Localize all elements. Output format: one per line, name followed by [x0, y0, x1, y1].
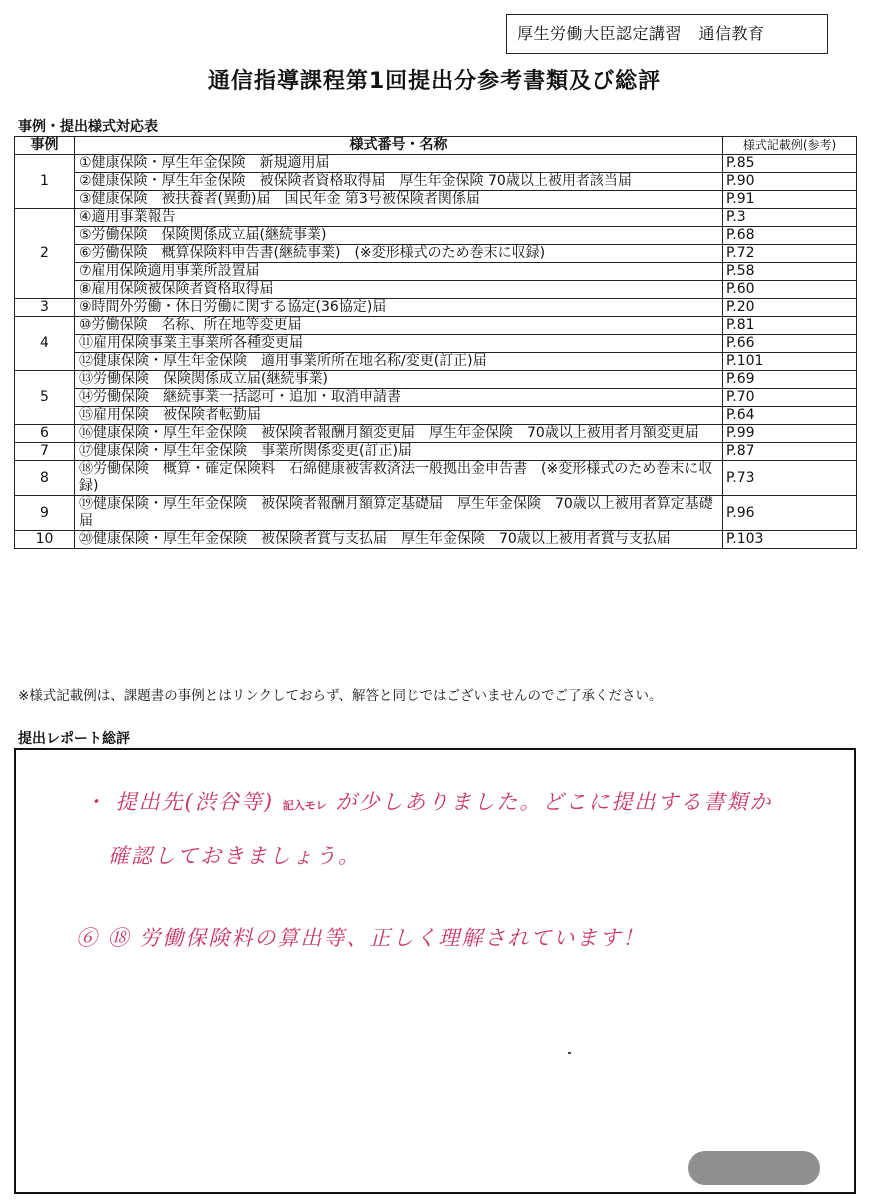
case-number-cell: 7 — [15, 443, 75, 461]
reference-page-cell: P.81 — [723, 317, 857, 335]
table-row — [15, 281, 857, 299]
reference-page-cell: P.64 — [723, 407, 857, 425]
table-row — [15, 317, 857, 335]
form-name-cell: ①健康保険・厚生年金保険 新規適用届 — [75, 155, 723, 173]
table-row — [15, 245, 857, 263]
form-name-cell: ⑮雇用保険 被保険者転勤届 — [75, 407, 723, 425]
column-header-case: 事例 — [15, 137, 75, 155]
form-name-cell: ⑪雇用保険事業主事業所各種変更届 — [75, 335, 723, 353]
table-row — [15, 496, 857, 531]
form-name-cell: ⑬労働保険 保険関係成立届(継続事業) — [75, 371, 723, 389]
reference-page-cell: P.91 — [723, 191, 857, 209]
form-name-cell: ⑲健康保険・厚生年金保険 被保険者報酬月額算定基礎届 厚生年金保険 70歳以上被用者算定基礎届 — [75, 496, 723, 531]
form-name-cell: ⑰健康保険・厚生年金保険 事業所関係変更(訂正)届 — [75, 443, 723, 461]
table-row — [15, 443, 857, 461]
handwritten-comment-line3: ⑥ ⑱ 労働保険料の算出等、正しく理解されています！ — [76, 926, 646, 950]
stray-mark — [568, 1052, 571, 1054]
reference-page-cell: P.60 — [723, 281, 857, 299]
reference-page-cell: P.87 — [723, 443, 857, 461]
redaction-mark — [688, 1151, 820, 1185]
table-row — [15, 371, 857, 389]
table-row — [15, 531, 857, 549]
table-row — [15, 389, 857, 407]
case-number-cell: 9 — [15, 496, 75, 531]
table-row — [15, 425, 857, 443]
table-row — [15, 407, 857, 425]
table-row — [15, 155, 857, 173]
case-number-cell: 8 — [15, 461, 75, 496]
reference-page-cell: P.70 — [723, 389, 857, 407]
form-name-cell: ⑩労働保険 名称、所在地等変更届 — [75, 317, 723, 335]
handwritten-stamp: 記入モレ — [282, 799, 327, 812]
column-header-reference: 様式記載例(参考) — [723, 137, 857, 155]
forms-table-body — [15, 155, 857, 549]
reference-page-cell: P.58 — [723, 263, 857, 281]
table-row — [15, 353, 857, 371]
table-row — [15, 335, 857, 353]
reference-page-cell: P.99 — [723, 425, 857, 443]
reference-page-cell: P.103 — [723, 531, 857, 549]
table-row — [15, 191, 857, 209]
form-name-cell: ⑳健康保険・厚生年金保険 被保険者賞与支払届 厚生年金保険 70歳以上被用者賞与支払届 — [75, 531, 723, 549]
form-name-cell: ②健康保険・厚生年金保険 被保険者資格取得届 厚生年金保険 70歳以上被用者該当届 — [75, 173, 723, 191]
reference-page-cell: P.20 — [723, 299, 857, 317]
table-row — [15, 209, 857, 227]
handwritten-comment-line1 — [84, 786, 772, 816]
case-number-cell: 6 — [15, 425, 75, 443]
case-number-cell: 1 — [15, 155, 75, 209]
form-name-cell: ⑫健康保険・厚生年金保険 適用事業所所在地名称/変更(訂正)届 — [75, 353, 723, 371]
reference-page-cell: P.73 — [723, 461, 857, 496]
reference-page-cell: P.68 — [723, 227, 857, 245]
case-number-cell: 4 — [15, 317, 75, 371]
table-section-label: 事例・提出様式対応表 — [18, 119, 158, 135]
case-number-cell: 3 — [15, 299, 75, 317]
certification-label: 厚生労働大臣認定講習 通信教育 — [506, 14, 828, 54]
reference-page-cell: P.96 — [723, 496, 857, 531]
table-row — [15, 227, 857, 245]
table-row — [15, 263, 857, 281]
page-title: 通信指導課程第1回提出分参考書類及び総評 — [207, 69, 662, 94]
form-name-cell: ④適用事業報告 — [75, 209, 723, 227]
case-number-cell: 10 — [15, 531, 75, 549]
review-section-label: 提出レポート総評 — [18, 731, 130, 747]
case-number-cell: 5 — [15, 371, 75, 425]
reference-page-cell: P.3 — [723, 209, 857, 227]
reference-page-cell: P.90 — [723, 173, 857, 191]
handwritten-comment-line1-b: が少しありました。どこに提出する書類か — [335, 790, 773, 814]
case-number-cell: 2 — [15, 209, 75, 299]
reference-page-cell: P.101 — [723, 353, 857, 371]
forms-table — [14, 136, 857, 549]
form-name-cell: ⑥労働保険 概算保険料申告書(継続事業) (※変形様式のため巻末に収録) — [75, 245, 723, 263]
form-name-cell: ⑱労働保険 概算・確定保険料 石綿健康被害救済法一般拠出金申告書 (※変形様式のため巻末に収録) — [75, 461, 723, 496]
form-name-cell: ⑭労働保険 継続事業一括認可・追加・取消申請書 — [75, 389, 723, 407]
table-header-row — [15, 137, 857, 155]
reference-page-cell: P.85 — [723, 155, 857, 173]
table-row — [15, 173, 857, 191]
reference-page-cell: P.69 — [723, 371, 857, 389]
table-row — [15, 299, 857, 317]
table-row — [15, 461, 857, 496]
form-name-cell: ⑤労働保険 保険関係成立届(継続事業) — [75, 227, 723, 245]
form-name-cell: ⑧雇用保険被保険者資格取得届 — [75, 281, 723, 299]
form-name-cell: ③健康保険 被扶養者(異動)届 国民年金 第3号被保険者関係届 — [75, 191, 723, 209]
form-name-cell: ⑯健康保険・厚生年金保険 被保険者報酬月額変更届 厚生年金保険 70歳以上被用者月額変更届 — [75, 425, 723, 443]
form-name-cell: ⑨時間外労働・休日労働に関する協定(36協定)届 — [75, 299, 723, 317]
column-header-form-name: 様式番号・名称 — [75, 137, 723, 155]
table-note: ※様式記載例は、課題書の事例とはリンクしておらず、解答と同じではございませんのでご了承ください。 — [18, 688, 663, 704]
handwritten-comment-line2: 確認しておきましょう。 — [108, 844, 361, 868]
reference-page-cell: P.72 — [723, 245, 857, 263]
reference-page-cell: P.66 — [723, 335, 857, 353]
form-name-cell: ⑦雇用保険適用事業所設置届 — [75, 263, 723, 281]
handwritten-comment-line1-a: ・ 提出先(渋谷等) — [84, 790, 275, 814]
